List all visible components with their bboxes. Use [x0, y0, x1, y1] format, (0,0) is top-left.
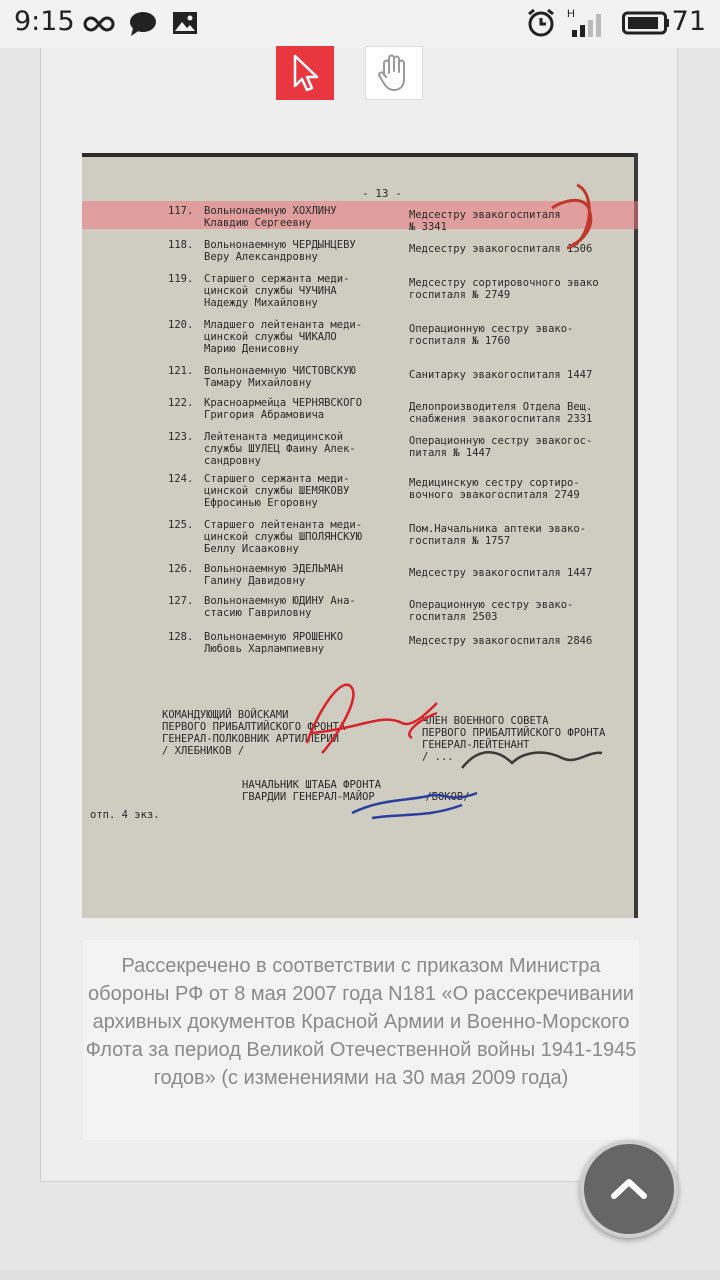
entry-position: Медсестру эвакогоспиталя № 3341 [409, 209, 561, 233]
entry-number: 124. [168, 473, 194, 485]
entry-position: Медсестру эвакогоспиталя 2846 [409, 635, 593, 647]
entry-position: Медсестру сортировочного эвако госпиталя № 2749 [409, 277, 599, 301]
declassification-caption: Рассекречено в соответствии с приказом Министра обороны РФ от 8 мая 2007 года N181 «О рассекречивании архивных документов Красной Армии и Военно-Морского Флота за период Великой Отечественной войны 1941-1945 годов» (с изменениями на 30 мая 2009 года) [85, 955, 637, 1089]
battery-level: 71 [671, 6, 706, 37]
red-signature [307, 685, 437, 753]
entry-number: 125. [168, 519, 194, 531]
signature-block-chief: НАЧАЛЬНИК ШТАБА ФРОНТА ГВАРДИИ ГЕНЕРАЛ-МАЙОР /БОКОВ/ [242, 779, 470, 803]
entry-position: Операционную сестру эвакогос- питаля № 1447 [409, 435, 593, 459]
status-bar [0, 0, 720, 48]
scroll-to-top-button[interactable] [580, 1140, 678, 1238]
entry-number: 117. [168, 205, 194, 217]
entry-position: Медсестру эвакогоспиталя 1447 [409, 567, 593, 579]
hand-tool-button[interactable] [365, 46, 423, 100]
entry-name: Старшего лейтенанта меди- цинской службы ШПОЛЯНСКУЮ Беллу Исааковну [204, 519, 363, 555]
alarm-icon [526, 8, 556, 38]
pointer-tool-button[interactable] [276, 46, 334, 100]
chevron-up-icon [584, 1144, 674, 1234]
entry-position: Санитарку эвакогоспиталя 1447 [409, 369, 593, 381]
entry-number: 121. [168, 365, 194, 377]
entry-name: Старшего сержанта меди- цинской службы ШЕМЯКОВУ Ефросинью Егоровну [204, 473, 350, 509]
signature-block-right: ЧЛЕН ВОЕННОГО СОВЕТА ПЕРВОГО ПРИБАЛТИЙСКОГО ФРОНТА ГЕНЕРАЛ-ЛЕЙТЕНАНТ / ... [422, 715, 606, 763]
entry-number: 120. [168, 319, 194, 331]
entry-name: Вольнонаемную ЮДИНУ Ана- стасию Гавриловну [204, 595, 356, 619]
signatures-overlay [82, 153, 638, 918]
entry-position: Медсестру эвакогоспиталя 1506 [409, 243, 593, 255]
clock: 9:15 [14, 6, 75, 37]
signal-icon [568, 10, 608, 38]
entry-position: Операционную сестру эвако- госпиталя 2503 [409, 599, 574, 623]
entry-name: Вольнонаемную ХОХЛИНУ Клавдию Сергеевну [204, 205, 337, 229]
signature-block-left: КОМАНДУЮЩИЙ ВОЙСКАМИ ПЕРВОГО ПРИБАЛТИЙСКОГО ФРОНТА ГЕНЕРАЛ-ПОЛКОВНИК АРТИЛЛЕРИИ / ХЛЕБНИКОВ / [162, 709, 346, 757]
entry-number: 128. [168, 631, 194, 643]
entry-number: 123. [168, 431, 194, 443]
infinity-icon [82, 14, 116, 34]
entry-name: Старшего сержанта меди- цинской службы ЧУЧИНА Надежду Михайловну [204, 273, 350, 309]
blue-signature [352, 793, 477, 818]
corner-number-mark [552, 185, 591, 248]
archive-document-image[interactable] [82, 153, 638, 918]
entry-position: Медицинскую сестру сортиро- вочного эвакогоспиталя 2749 [409, 477, 580, 501]
entry-name: Красноармейца ЧЕРНЯВСКОГО Григория Абрамовича [204, 397, 363, 421]
entry-name: Вольнонаемную ЧЕРДЫНЦЕВУ Веру Александровну [204, 239, 356, 263]
entry-number: 119. [168, 273, 194, 285]
network-type: H [567, 8, 575, 20]
copies-note: отп. 4 экз. [90, 809, 160, 821]
entry-number: 126. [168, 563, 194, 575]
page-number: - 13 - [362, 187, 402, 200]
entry-name: Лейтенанта медицинской службы ШУЛЕЦ Фаину Алек- сандровну [204, 431, 356, 467]
footer-strip [0, 1270, 720, 1280]
entry-name: Вольнонаемную ЭДЕЛЬМАН Галину Давидовну [204, 563, 344, 587]
cursor-icon [276, 46, 334, 100]
hand-icon [366, 47, 422, 99]
entry-number: 122. [168, 397, 194, 409]
entry-name: Вольнонаемную ЧИСТОВСКУЮ Тамару Михайловну [204, 365, 356, 389]
entry-position: Операционную сестру эвако- госпиталя № 1760 [409, 323, 574, 347]
entry-name: Вольнонаемную ЯРОШЕНКО Любовь Харлампиевну [204, 631, 344, 655]
chat-icon [128, 10, 158, 38]
entry-position: Пом.Начальника аптеки эвако- госпиталя № 1757 [409, 523, 587, 547]
battery-icon [622, 11, 670, 35]
entry-position: Делопроизводителя Отдела Вещ. снабжения эвакогоспиталя 2331 [409, 401, 593, 425]
entry-name: Младшего лейтенанта меди- цинской службы ЧИКАЛО Марию Денисовну [204, 319, 363, 355]
entry-number: 118. [168, 239, 194, 251]
dark-signature [462, 752, 602, 768]
entry-number: 127. [168, 595, 194, 607]
image-icon [172, 11, 198, 35]
